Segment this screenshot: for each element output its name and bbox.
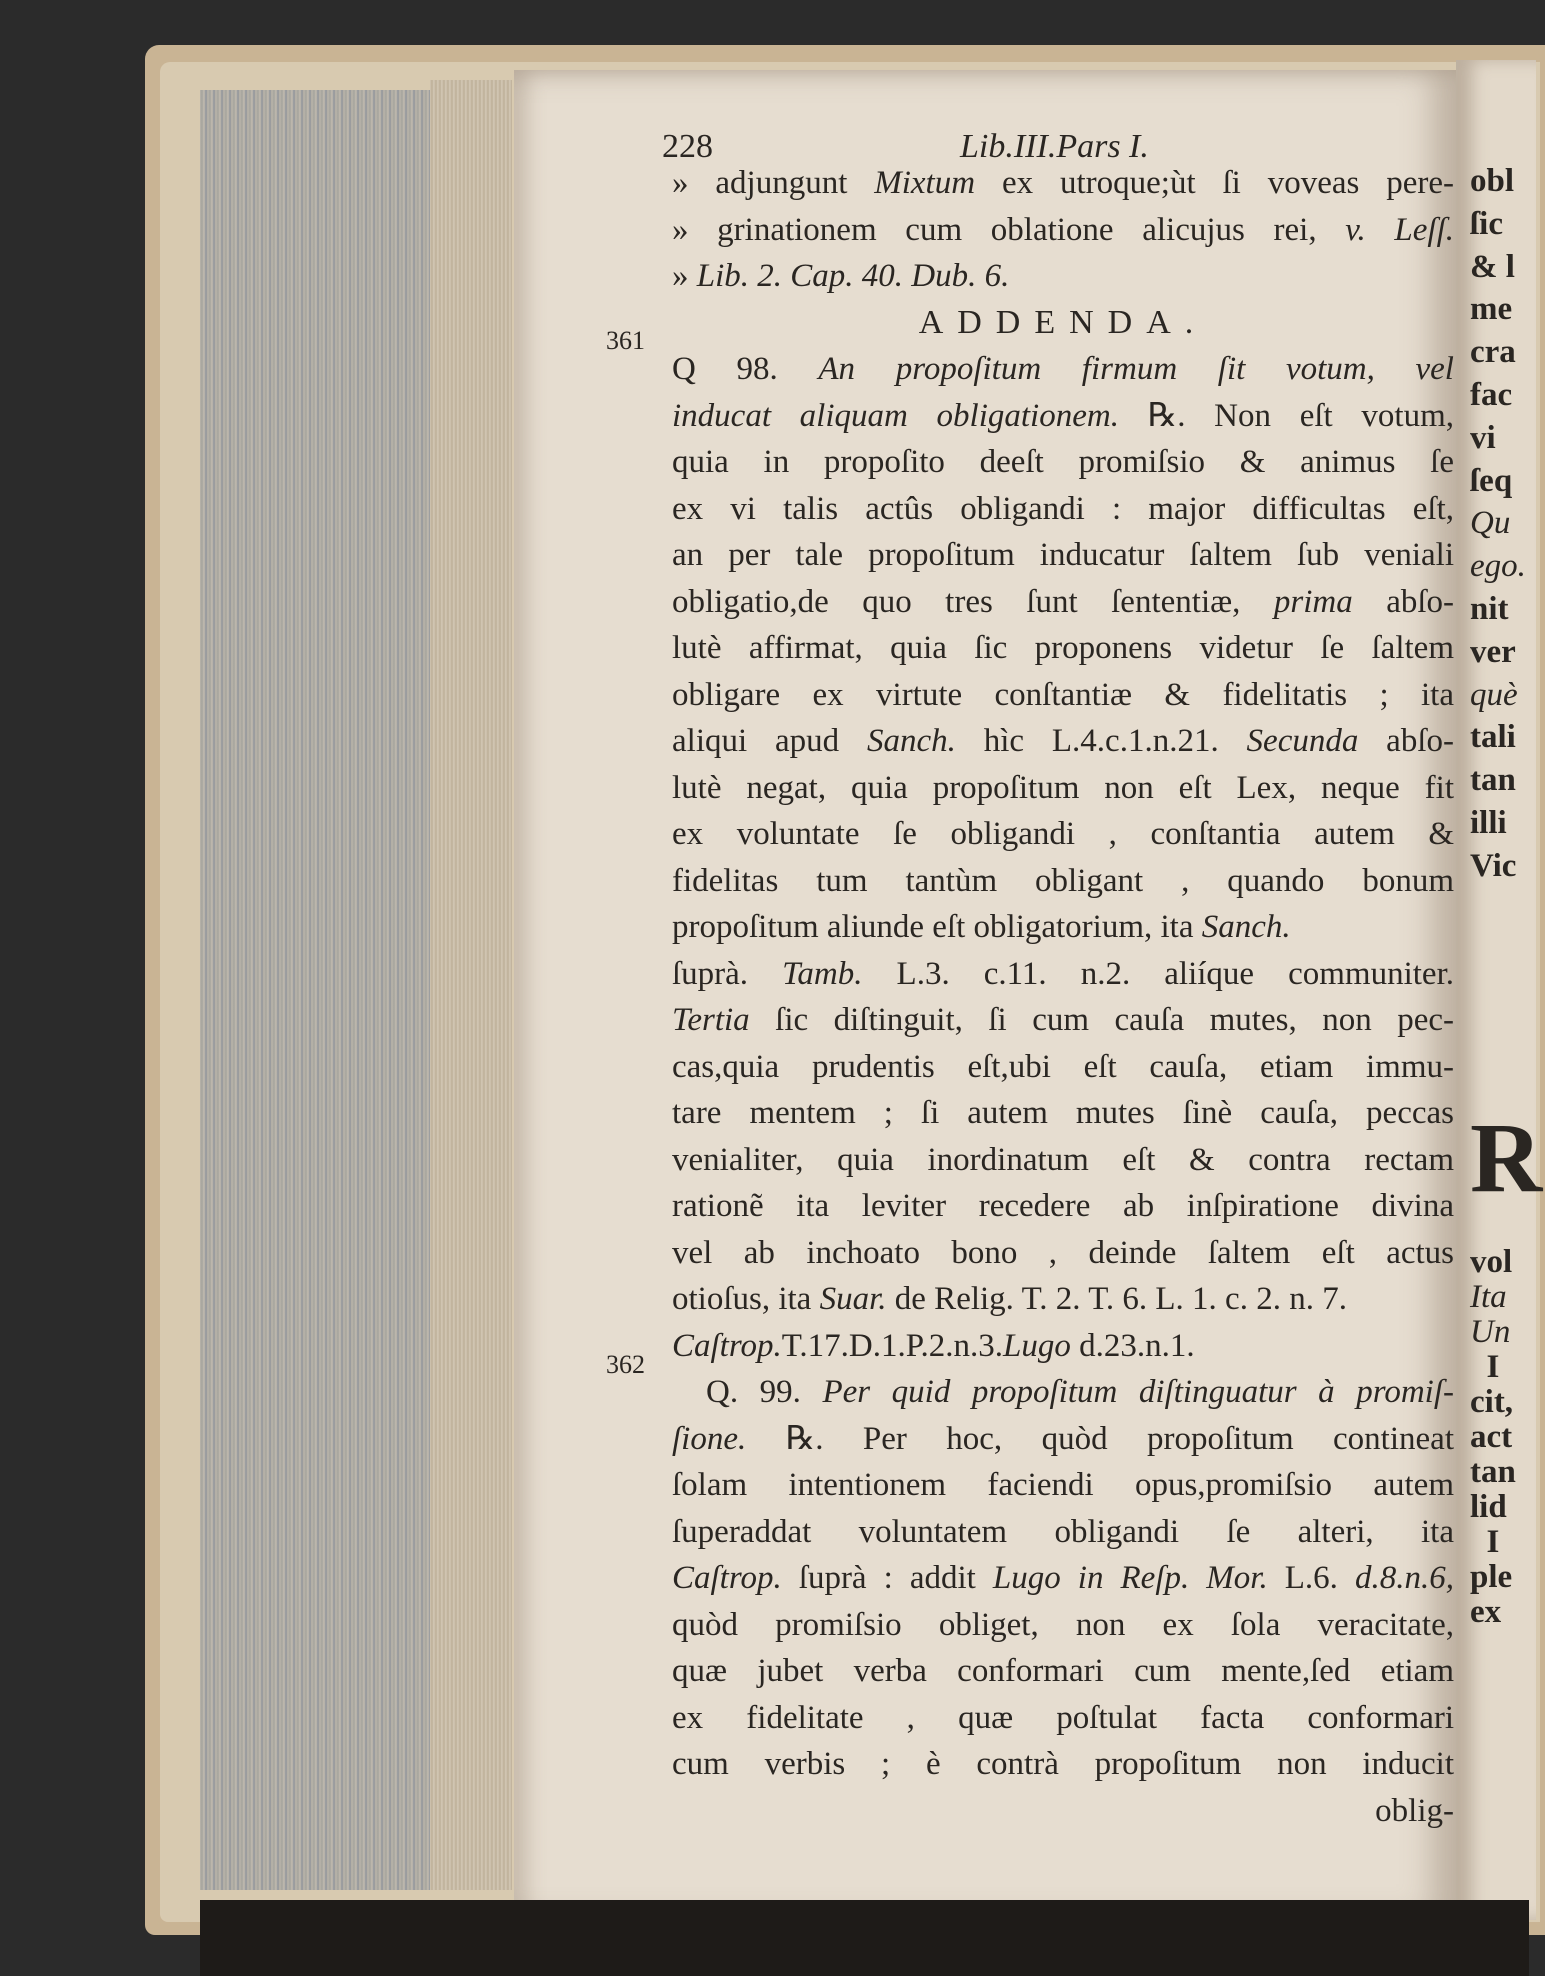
text-segment: quæ jubet verba conformari cum mente,ſed etiam xyxy=(672,1653,1454,1689)
right-page-fragment: & l xyxy=(1470,248,1515,285)
right-page-fragment: què xyxy=(1470,676,1518,713)
text-segment: tare mentem ; ſi autem mutes ſinè cauſa, peccas xyxy=(672,1095,1454,1131)
text-segment: ex voluntate ſe obligandi , conſtantia autem & xyxy=(672,816,1454,852)
text-line xyxy=(672,811,1454,858)
text-line xyxy=(672,1323,1454,1370)
text-line xyxy=(672,1416,1454,1463)
text-segment: hìc L.4.c.1.n.21. xyxy=(955,723,1247,759)
right-page-fragment: tan xyxy=(1470,1454,1516,1490)
italic-text: Tamb. xyxy=(782,955,863,992)
text-line xyxy=(672,1648,1454,1695)
margin-number: 362 xyxy=(606,1350,645,1379)
margin-number: 361 xyxy=(606,326,645,355)
text-segment: lutè affirmat, quia ſic proponens videtur ſe ſaltem xyxy=(672,630,1454,666)
text-line xyxy=(672,1741,1454,1788)
text-segment: venialiter, quia inordinatum eſt & contra rectam xyxy=(672,1141,1454,1178)
text-segment: L.6. xyxy=(1267,1560,1355,1596)
right-page-fragment: Un xyxy=(1470,1314,1511,1350)
right-page-fragment: I xyxy=(1470,1349,1500,1385)
text-segment: ℞. Non eſt votum, xyxy=(1118,397,1454,434)
body-text xyxy=(672,160,1454,1834)
text-line xyxy=(672,1602,1454,1649)
text-line xyxy=(672,1137,1454,1184)
text-line xyxy=(672,1462,1454,1509)
page-stack-edge-light xyxy=(430,80,512,1890)
italic-text: ſione. xyxy=(672,1420,747,1457)
text-line xyxy=(672,346,1454,393)
right-page-fragment: act xyxy=(1470,1419,1513,1455)
text-segment: ex utroque;ùt ſi voveas pere- xyxy=(975,165,1454,201)
right-page-fragment: fac xyxy=(1470,376,1513,413)
text-segment: d.23.n.1. xyxy=(1070,1327,1195,1364)
text-segment: T.17.D.1.P.2.n.3. xyxy=(781,1327,1003,1364)
right-page-fragment: me xyxy=(1470,291,1513,328)
text-segment: vel ab inchoato bono , deinde ſaltem eſt actus xyxy=(672,1234,1454,1271)
catchword: oblig- xyxy=(1375,1792,1454,1829)
italic-text: Lib. 2. Cap. 40. Dub. 6. xyxy=(696,258,1010,294)
text-segment: ſolam intentionem faciendi opus,promiſsio autem xyxy=(672,1467,1454,1503)
text-segment: ADDENDA. xyxy=(918,303,1208,341)
text-line xyxy=(672,997,1454,1044)
italic-text: Caſtrop. xyxy=(672,1327,782,1364)
italic-text: Suar. xyxy=(819,1281,887,1317)
text-segment: abſo- xyxy=(1352,583,1454,620)
text-segment: ex vi talis actûs obligandi : major difficultas eſt, xyxy=(672,490,1454,527)
text-segment: quia in propoſito deeſt promiſsio & animus ſe xyxy=(672,444,1454,480)
text-line xyxy=(672,1555,1454,1602)
italic-text: Sanch. xyxy=(1201,909,1291,945)
right-page-fragment: Ita xyxy=(1470,1279,1507,1315)
right-page-fragment: obl xyxy=(1470,163,1515,199)
text-segment: otioſus, ita xyxy=(672,1281,820,1317)
text-line xyxy=(672,160,1454,207)
text-segment: ſuprà. xyxy=(672,955,783,992)
section-heading xyxy=(672,300,1454,347)
text-segment: an per tale propoſitum inducatur ſaltem ſub veniali xyxy=(672,537,1454,573)
right-page-fragment: Vic xyxy=(1470,847,1517,884)
text-line xyxy=(672,858,1454,905)
italic-text: Caſtrop. xyxy=(672,1560,782,1596)
right-page-fragment: ſeq xyxy=(1470,462,1513,499)
text-segment: cum verbis ; è contrà propoſitum non inducit xyxy=(672,1746,1454,1782)
text-segment: ſuperaddat voluntatem obligandi ſe alteri, ita xyxy=(672,1513,1454,1550)
italic-text: Tertia xyxy=(672,1002,750,1038)
text-segment: obligatio,de quo tres ſunt ſententiæ, xyxy=(672,583,1274,620)
text-line xyxy=(672,207,1454,254)
text-segment: L.3. c.11. n.2. aliíque communiter. xyxy=(862,955,1455,992)
text-line xyxy=(672,904,1454,951)
text-segment: » xyxy=(672,258,697,294)
italic-text: An propoſitum firmum ſit votum, vel xyxy=(818,351,1454,387)
right-page-fragment: Qu xyxy=(1470,505,1511,542)
text-segment: lutè negat, quia propoſitum non eſt Lex, neque fit xyxy=(672,769,1454,806)
text-line xyxy=(672,532,1454,579)
italic-text: inducat aliquam obligationem. xyxy=(672,397,1119,434)
drop-initial: R xyxy=(1470,1102,1543,1213)
text-segment: » adjungunt xyxy=(672,165,875,201)
italic-text: Sanch. xyxy=(866,723,956,759)
text-line xyxy=(672,1044,1454,1091)
text-segment: quòd promiſsio obliget, non ex ſola veracitate, xyxy=(672,1606,1454,1643)
text-line xyxy=(672,672,1454,719)
italic-text: Secunda xyxy=(1246,723,1359,759)
text-segment: ſuprà : addit xyxy=(781,1560,993,1596)
text-line xyxy=(672,1509,1454,1556)
right-page-fragment: illi xyxy=(1470,804,1507,841)
right-page-fragment: ple xyxy=(1470,1559,1513,1595)
text-segment: de Relig. T. 2. T. 6. L. 1. c. 2. n. 7. xyxy=(886,1281,1347,1317)
text-line xyxy=(672,579,1454,626)
text-segment: ℞. Per hoc, quòd propoſitum contineat xyxy=(746,1420,1454,1457)
text-segment: cas,quia prudentis eſt,ubi eſt cauſa, etiam immu- xyxy=(672,1048,1454,1085)
text-segment: ſic diſtinguit, ſi cum cauſa mutes, non pec- xyxy=(749,1002,1454,1038)
right-page-fragment: ſic xyxy=(1470,205,1503,242)
right-page-fragment: ego. xyxy=(1470,548,1526,585)
text-line xyxy=(672,1276,1454,1323)
right-page-fragment: tan xyxy=(1470,762,1516,799)
text-line xyxy=(672,439,1454,486)
text-segment: rationẽ ita leviter recedere ab inſpiratione divina xyxy=(672,1188,1454,1224)
text-line xyxy=(672,1183,1454,1230)
text-line xyxy=(672,1369,1454,1416)
italic-text: Per quid propoſitum diſtinguatur à promiſ- xyxy=(822,1374,1454,1410)
text-segment: propoſitum aliunde eſt obligatorium, ita xyxy=(672,909,1202,945)
text-segment: obligare ex virtute conſtantiæ & fidelitatis ; ita xyxy=(672,676,1454,713)
shadow xyxy=(200,1900,1529,1976)
page-number: 228 xyxy=(662,128,713,165)
text-segment: fidelitas tum tantùm obligant , quando bonum xyxy=(672,862,1454,899)
text-line xyxy=(672,1230,1454,1277)
right-page-fragment: tali xyxy=(1470,719,1516,756)
running-head: Lib.III.Pars I. xyxy=(960,128,1149,165)
text-segment: ex fidelitate , quæ poſtulat facta conformari xyxy=(672,1699,1454,1736)
italic-text: Lugo xyxy=(1002,1327,1071,1364)
right-page-fragment: ver xyxy=(1470,633,1516,670)
text-segment: aliqui apud xyxy=(672,723,867,759)
right-page-fragment: lid xyxy=(1470,1489,1507,1525)
right-page-fragment: vol xyxy=(1470,1244,1513,1280)
text-line xyxy=(672,718,1454,765)
text-line xyxy=(672,625,1454,672)
text-line xyxy=(672,486,1454,533)
text-line xyxy=(672,765,1454,812)
text-segment: » grinationem cum oblatione alicujus rei, xyxy=(672,211,1346,248)
text-line xyxy=(672,253,1454,300)
text-segment: Q 98. xyxy=(672,351,819,387)
italic-text: Lugo in Reſp. Mor. xyxy=(992,1560,1268,1596)
text-segment: Q. 99. xyxy=(706,1374,823,1410)
right-page-text-bottom xyxy=(1470,1245,1516,1630)
right-page-fragment: nit xyxy=(1470,590,1509,627)
text-line xyxy=(672,1090,1454,1137)
italic-text: d.8.n.6, xyxy=(1354,1560,1454,1596)
right-page-fragment: I xyxy=(1470,1524,1500,1560)
text-line xyxy=(672,1695,1454,1742)
right-page-fragment: cit, xyxy=(1470,1384,1514,1420)
text-line xyxy=(672,393,1454,440)
right-page-fragment: cra xyxy=(1470,334,1516,371)
text-segment: abſo- xyxy=(1358,723,1454,759)
right-page-text-top xyxy=(1470,160,1526,888)
text-line xyxy=(672,951,1454,998)
right-page-fragment: vi xyxy=(1470,419,1496,456)
italic-text: v. Leſſ. xyxy=(1345,211,1454,248)
italic-text: prima xyxy=(1273,583,1353,620)
right-page-fragment: ex xyxy=(1470,1594,1502,1630)
italic-text: Mixtum xyxy=(874,165,976,201)
